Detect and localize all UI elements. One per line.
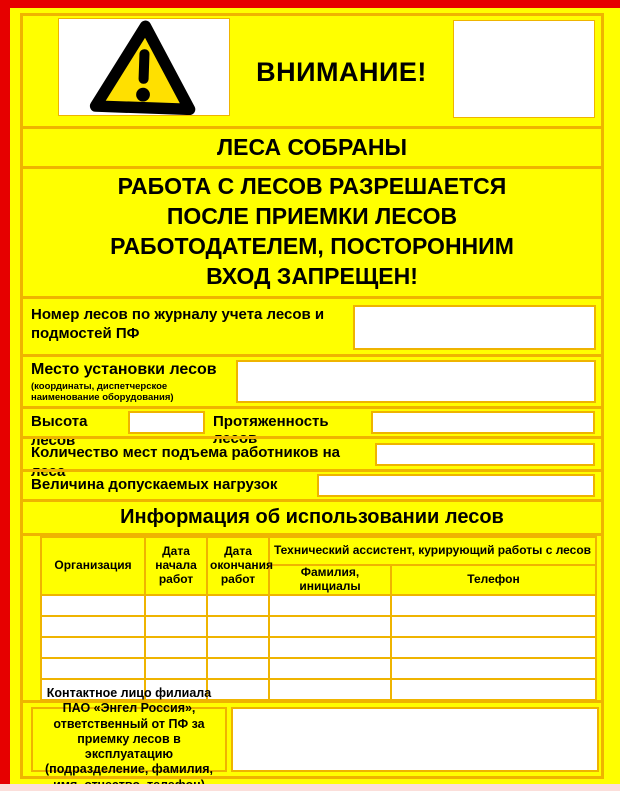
usage-table-cell[interactable] — [269, 616, 391, 637]
usage-table-cell[interactable] — [269, 679, 391, 700]
location-note: (координаты, диспетчерское наименование оборудования) — [31, 381, 174, 404]
warning-text-block — [23, 166, 601, 296]
height-field[interactable] — [128, 411, 205, 434]
contact-label: ПАО «Энгел Россия», ответственный от ПФ за приемку лесов в эксплуатацию (подразделение, фамилия, — [31, 707, 227, 772]
attention-title: ВНИМАНИЕ! — [256, 56, 427, 87]
usage-table-cell[interactable] — [391, 658, 596, 679]
usage-table-cell[interactable] — [207, 595, 269, 616]
contact-field[interactable] — [231, 707, 599, 772]
usage-table-cell[interactable] — [207, 616, 269, 637]
usage-table — [40, 536, 597, 700]
usage-table-cell[interactable] — [269, 637, 391, 658]
usage-table-cell[interactable] — [145, 658, 207, 679]
length-field[interactable] — [371, 411, 595, 434]
bottom-pink-stripe — [0, 784, 620, 791]
col-start-date: Дата начала работ — [145, 537, 207, 595]
load-label: Величина допускаемых нагрузок — [31, 476, 278, 493]
usage-table-cell[interactable] — [391, 595, 596, 616]
load-field[interactable] — [317, 474, 595, 497]
stamp-area — [453, 20, 595, 118]
usage-table-cell[interactable] — [207, 658, 269, 679]
col-assistant-name: Фамилия, инициалы — [269, 565, 391, 595]
height-length-row — [23, 406, 601, 449]
usage-table-cell[interactable] — [145, 595, 207, 616]
usage-table-row — [41, 637, 596, 658]
usage-table-body — [41, 595, 596, 700]
height-label: Высота лесов — [31, 413, 88, 449]
col-organization: Организация — [41, 537, 145, 595]
location-row — [23, 354, 601, 406]
warning-line: ВХОД ЗАПРЕЩЕН! — [206, 263, 418, 289]
length-label: Протяженность лесов — [213, 413, 329, 447]
contact-row — [23, 700, 601, 776]
status-banner — [23, 126, 601, 166]
col-end-date: Дата окончания работ — [207, 537, 269, 595]
left-red-stripe — [0, 0, 10, 791]
load-row — [23, 469, 601, 499]
col-assistant-phone: Телефон — [391, 565, 596, 595]
status-title: ЛЕСА СОБРАНЫ — [216, 134, 408, 160]
journal-number-field[interactable] — [353, 305, 596, 350]
usage-table-cell[interactable] — [207, 637, 269, 658]
journal-number-label: Номер лесов по журналу учета лесов и подмостей ПФ — [31, 306, 325, 342]
top-red-stripe — [0, 0, 620, 8]
journal-number-row — [23, 296, 601, 354]
location-field[interactable] — [236, 360, 596, 403]
usage-table-cell[interactable] — [391, 637, 596, 658]
usage-table-cell[interactable] — [41, 658, 145, 679]
warning-triangle-box — [58, 18, 230, 116]
usage-table-cell[interactable] — [41, 595, 145, 616]
usage-info-title-row — [23, 499, 601, 533]
warning-line: РАБОТА С ЛЕСОВ РАЗРЕШАЕТСЯ — [117, 173, 507, 199]
lift-points-label: Количество мест подъема работников на леса — [31, 444, 340, 480]
warning-line: РАБОТОДАТЕЛЕМ, ПОСТОРОННИМ — [110, 233, 514, 259]
usage-table-row — [41, 658, 596, 679]
header-section — [23, 16, 601, 126]
warning-triangle-icon — [87, 18, 200, 116]
usage-table-cell[interactable] — [269, 595, 391, 616]
location-label: Место установки лесов — [31, 361, 217, 378]
usage-table-section — [23, 533, 601, 700]
lift-points-field[interactable] — [375, 443, 595, 466]
usage-table-cell[interactable] — [391, 616, 596, 637]
col-assistant-group: Технический ассистент, курирующий работы с лесов — [269, 537, 596, 565]
usage-table-cell[interactable] — [269, 658, 391, 679]
usage-info-title: Информация об использовании лесов — [120, 506, 504, 528]
usage-table-cell[interactable] — [145, 616, 207, 637]
warning-line: ПОСЛЕ ПРИЕМКИ ЛЕСОВ — [166, 203, 458, 229]
lift-points-row — [23, 436, 601, 480]
usage-table-cell[interactable] — [391, 679, 596, 700]
usage-table-cell[interactable] — [145, 637, 207, 658]
usage-table-cell[interactable] — [41, 616, 145, 637]
sign-content — [20, 13, 604, 779]
usage-table-row — [41, 616, 596, 637]
usage-table-row — [41, 595, 596, 616]
usage-table-cell[interactable] — [41, 637, 145, 658]
